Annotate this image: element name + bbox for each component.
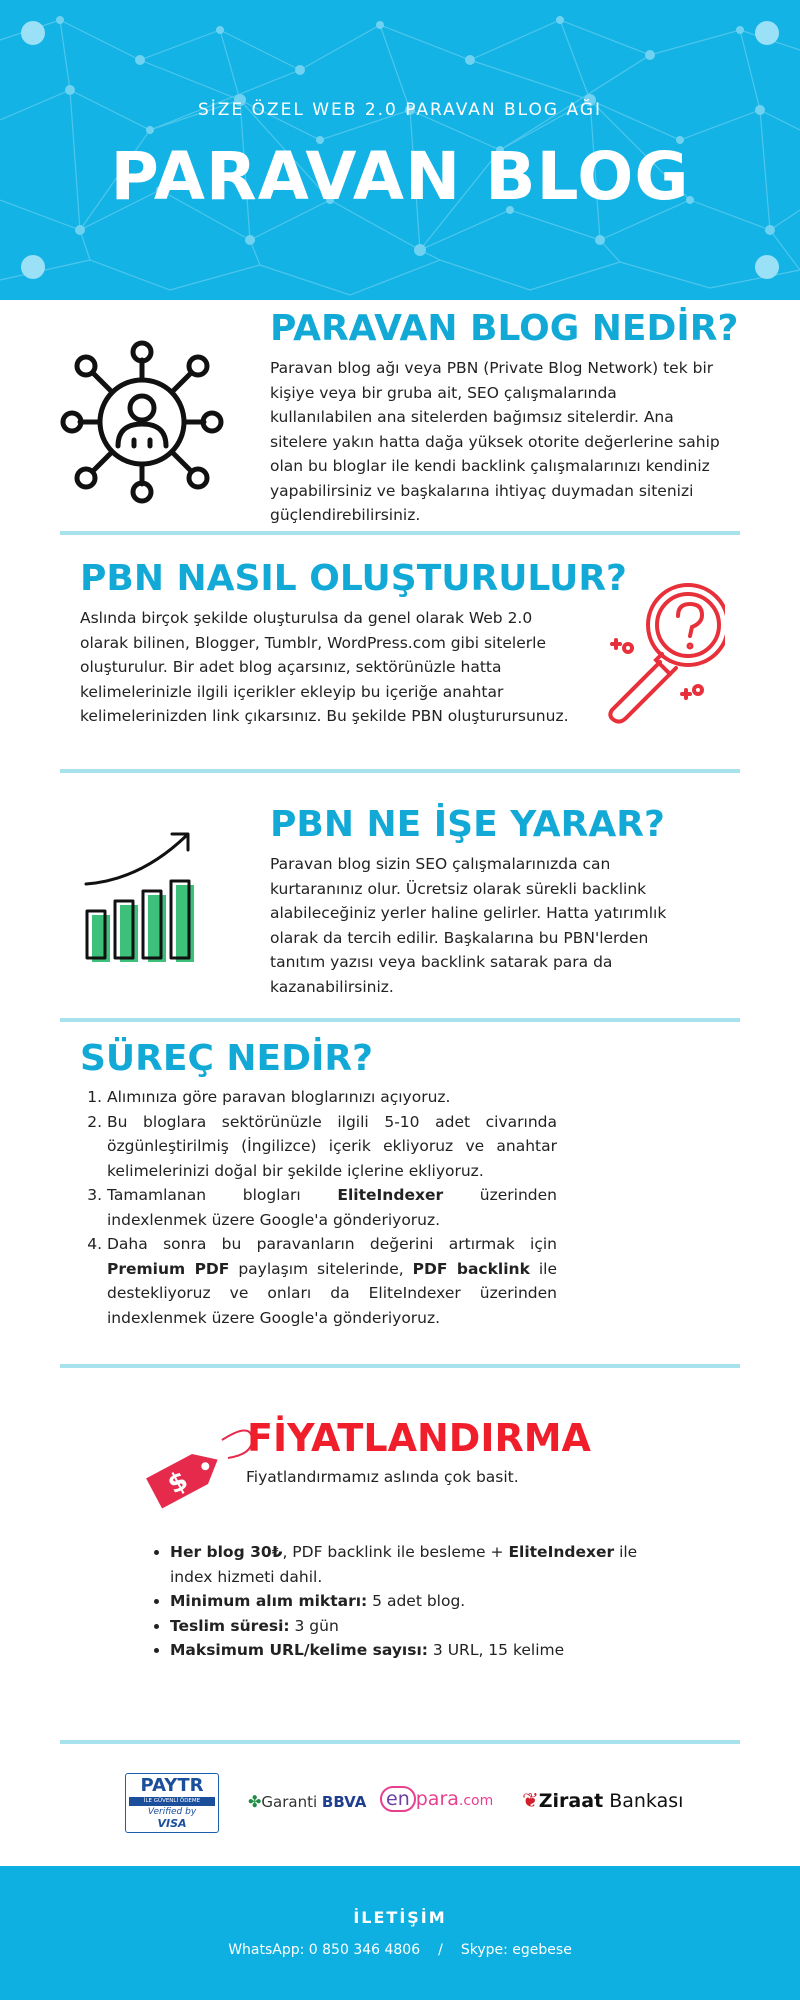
section-body-how-created: Aslında birçok şekilde oluşturulsa da genel olarak Web 2.0 olarak bilinen, Blogger, Tumblr, WordPress.com gibi sitelerle oluşturulur. Bir adet blog açarsınız, sektörünüzle hatta kelimelerinizle ilgili içerikler ekleyip bu içeriğe anahtar kelimelerinizden link çıkarsınız. Bu şekilde PBN oluşturursunuz. [80,609,569,725]
contact-title: İLETİŞİM [353,1908,447,1927]
pricing-list [150,1540,680,1663]
whatsapp-contact[interactable]: WhatsApp: 0 850 346 4806 [228,1942,421,1958]
price-tag-symbol: $ [162,1465,194,1501]
process-step: 4. Daha sonra bu paravanların değerini artırmak için Premium PDF paylaşım sitelerinde, PDF backlink ile destekliyoruz ve onları da EliteIndexer üzerinden indexlenmek üzere Google'a gönderiyoruz. [107,1232,557,1330]
growth-chart-icon [80,828,205,973]
pricing-item: • Her blog 30₺, PDF backlink ile besleme + EliteIndexer ile index hizmeti dahil. [170,1540,680,1589]
process-step: 3. Tamamlanan blogları EliteIndexer üzerinden indexlenmek üzere Google'a gönderiyoruz. [107,1183,557,1232]
ziraat-wheat-icon: ❦ [522,1788,539,1812]
process-steps-list [80,1085,557,1330]
section-divider [60,531,740,535]
magnifier-question-icon [600,580,725,730]
paytr-logo-line1: İLE GÜVENLİ ÖDEME [129,1797,215,1806]
clover-icon: ✤ [248,1792,262,1811]
section-heading-what-for: PBN NE İŞE YARAR? [270,804,665,845]
process-step: 1. Alımınıza göre paravan bloglarınızı açıyoruz. [107,1085,557,1110]
paytr-logo-line3: VISA [157,1817,187,1830]
ziraat-logo: ❦Ziraat Bankası [522,1788,684,1812]
network-person-icon [60,340,225,505]
payment-logos [0,1770,800,1830]
section-heading-what-is: PARAVAN BLOG NEDİR? [270,308,739,349]
contact-line [0,1942,800,1958]
paytr-logo-line2: Verified by [147,1807,197,1817]
pricing-title: FİYATLANDIRMA [247,1416,591,1460]
contact-separator: / [438,1942,443,1958]
pricing-item: • Teslim süresi: 3 gün [170,1614,680,1639]
hero-banner [0,0,800,300]
pricing-subtitle: Fiyatlandırmamız aslında çok basit. [246,1468,519,1486]
section-divider [60,1364,740,1368]
section-divider [60,1740,740,1744]
pricing-item: • Maksimum URL/kelime sayısı: 3 URL, 15 kelime [170,1638,680,1663]
price-tag-icon [130,1422,260,1522]
paytr-logo-name: PAYTR [140,1775,204,1796]
enpara-logo: en para.com [380,1786,493,1816]
garanti-logo: ✤Garanti BBVA [248,1792,367,1811]
section-divider [60,769,740,773]
hero-title: PARAVAN BLOG [110,138,690,215]
pricing-item: • Minimum alım miktarı: 5 adet blog. [170,1589,680,1614]
contact-footer [0,1866,800,2000]
section-heading-how-created: PBN NASIL OLUŞTURULUR? [80,558,627,599]
section-body-what-for: Paravan blog sizin SEO çalışmalarınızda can kurtaranınız olur. Ücretsiz olarak sürekli backlink alabileceğiniz yerler haline gelirler. Hatta yatırımlık olarak da tercih edilir. Başkalarına bu PBN'lerden tanıtım yazısı veya backlink satarak para da kazanabilirsiniz. [270,855,667,996]
paytr-logo [125,1773,219,1833]
section-divider [60,1018,740,1022]
skype-contact[interactable]: Skype: egebese [460,1942,572,1958]
process-step: 2. Bu bloglara sektörünüzle ilgili 5-10 adet civarında özgünleştirilmiş (İngilizce) içerik ekliyoruz ve anahtar kelimelerinizi doğal bir şekilde içlerine ekliyoruz. [107,1110,557,1184]
hero-subtitle: SİZE ÖZEL WEB 2.0 PARAVAN BLOG AĞI [197,100,603,120]
section-heading-process: SÜREÇ NEDİR? [80,1038,374,1079]
section-body-what-is: Paravan blog ağı veya PBN (Private Blog Network) tek bir kişiye veya bir gruba ait, SEO çalışmalarında kullanılabilen ana sitelerden bağımsız sitelerdir. Ana sitelere yakın hatta dağa yüksek otorite değerlerine sahip olan bu bloglar ile kendi backlink çalışmalarınızı kendiniz yapabilirsiniz ve başkalarına ihtiyaç duymadan sitenizi güçlendirebilirsiniz. [270,359,720,524]
